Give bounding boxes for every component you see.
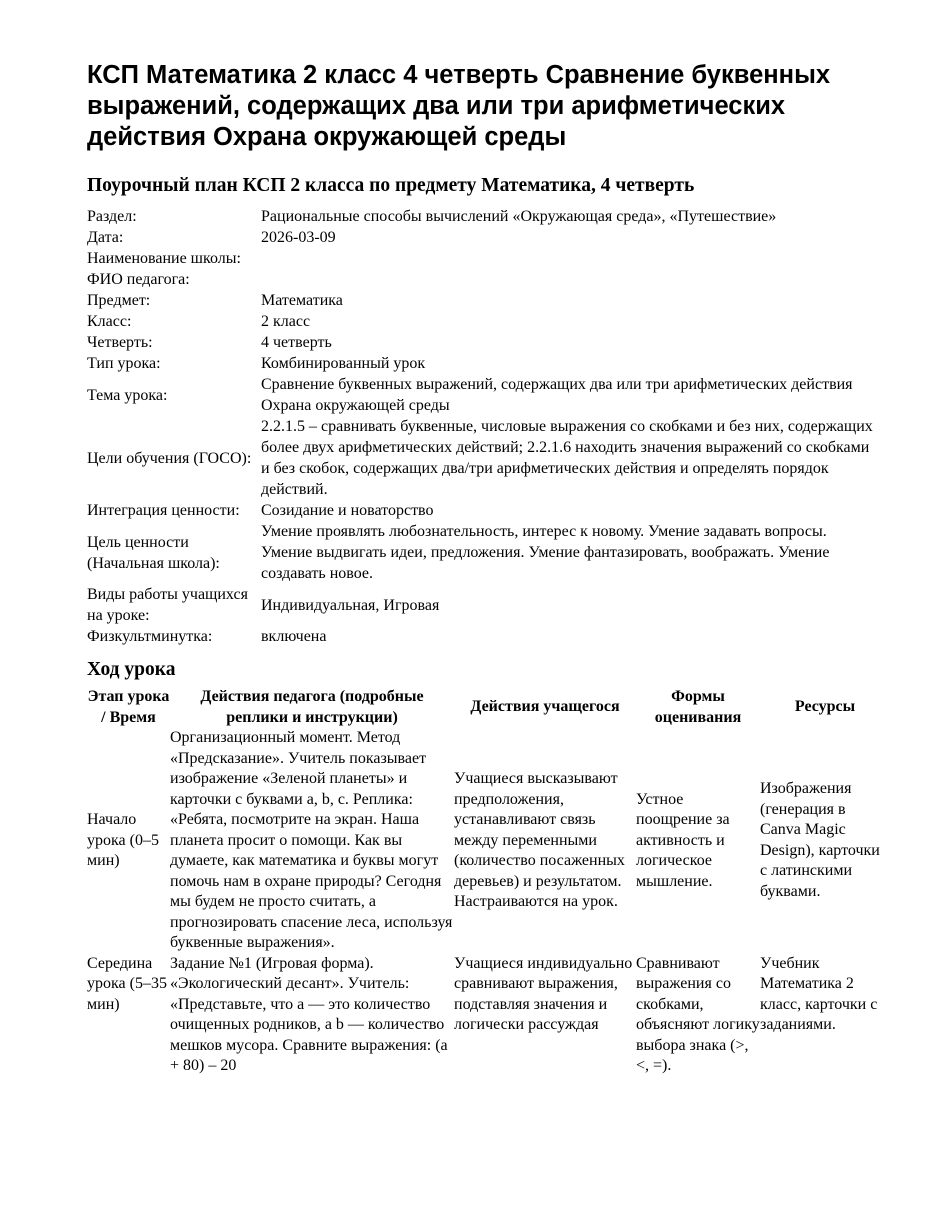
info-value: 2 класс bbox=[261, 313, 311, 330]
info-row bbox=[87, 227, 881, 248]
table-row bbox=[87, 728, 890, 954]
teacher-actions-cell: Задание №1 (Игровая форма). «Экологический десант». Учитель: «Представьте, что a — это количество очищенных родников, а b — количество мешков мусора. Сравните выражения: (a + 80) – 20 bbox=[170, 954, 448, 1074]
info-row bbox=[87, 416, 881, 500]
assessment-cell: Устное поощрение за активность и логическое мышление. bbox=[636, 790, 730, 890]
info-value: Рациональные способы вычислений «Окружающая среда», «Путешествие» bbox=[261, 208, 777, 225]
info-key: Тема урока: bbox=[87, 386, 168, 404]
lesson-flow-heading: Ход урока bbox=[87, 659, 176, 680]
info-value: 4 четверть bbox=[261, 334, 332, 351]
info-row bbox=[87, 374, 881, 416]
info-key: Физкультминутка: bbox=[87, 628, 213, 645]
plan-subtitle: Поурочный план КСП 2 класса по предмету Математика, 4 четверть bbox=[87, 175, 695, 196]
teacher-actions-cell: Организационный момент. Метод «Предсказание». Учитель показывает изображение «Зеленой планеты» и карточки с буквами a, b, c. Реплика: «Ребята, посмотрите на экран. Наша планета просит о помощи. Как вы думаете, как математика и буквы могут помочь нам в охране природы? Сегодня мы будем не просто считать, а прогнозировать спасение леса, используя буквенные выражения». bbox=[170, 729, 453, 951]
info-row bbox=[87, 584, 881, 626]
lesson-info-table bbox=[87, 206, 881, 647]
info-key: Дата: bbox=[87, 229, 124, 246]
column-header-student: Действия учащегося bbox=[470, 698, 620, 716]
info-value: Индивидуальная, Игровая bbox=[261, 596, 440, 614]
info-key: Четверть: bbox=[87, 334, 153, 351]
stage-cell: Начало урока (0–5 мин) bbox=[87, 811, 159, 869]
info-key: Цели обучения (ГОСО): bbox=[87, 449, 252, 467]
info-row bbox=[87, 206, 881, 227]
column-header-stage: Этап урока / Время bbox=[87, 688, 170, 726]
info-row bbox=[87, 626, 881, 647]
info-row bbox=[87, 311, 881, 332]
info-value: Сравнение буквенных выражений, содержащих два или три арифметических действия Охрана окружающей среды bbox=[261, 376, 853, 414]
info-value: Математика bbox=[261, 292, 343, 309]
info-value: Комбинированный урок bbox=[261, 355, 426, 372]
info-row bbox=[87, 332, 881, 353]
stage-cell: Середина урока (5–35 мин) bbox=[87, 954, 167, 1013]
info-key: Цель ценности (Начальная школа): bbox=[87, 533, 220, 572]
info-value: Умение проявлять любознательность, интерес к новому. Умение задавать вопросы. Умение выдвигать идеи, предложения. Умение фантазировать, воображать. Умение создавать новое. bbox=[261, 523, 830, 582]
column-header-teacher: Действия педагога (подробные реплики и инструкции) bbox=[200, 688, 424, 726]
info-row bbox=[87, 248, 881, 269]
column-header-assessment: Формы оценивания bbox=[654, 688, 742, 726]
info-key: Класс: bbox=[87, 313, 132, 330]
info-key: Наименование школы: bbox=[87, 250, 241, 267]
info-row bbox=[87, 500, 881, 521]
info-row bbox=[87, 521, 881, 584]
student-actions-cell: Учащиеся высказывают предположения, устанавливают связь между переменными (количество посаженных деревьев) и результатом. Настраиваются на урок. bbox=[454, 770, 625, 910]
info-key: Предмет: bbox=[87, 292, 151, 309]
column-header-resources: Ресурсы bbox=[794, 698, 856, 716]
info-value bbox=[261, 269, 881, 290]
page-title: КСП Математика 2 класс 4 четверть Сравнение буквенных выражений, содержащих два или три арифметических действия Охрана окружающей среды bbox=[87, 61, 831, 151]
info-value bbox=[261, 248, 881, 269]
info-key: Раздел: bbox=[87, 208, 137, 225]
info-row bbox=[87, 353, 881, 374]
info-value: Созидание и новаторство bbox=[261, 502, 434, 519]
student-actions-cell: Учащиеся индивидуально сравнивают выражения, подставляя значения и логически рассуждая bbox=[454, 954, 633, 1033]
info-key: Виды работы учащихся на уроке: bbox=[87, 586, 248, 624]
info-value: 2.2.1.5 – сравнивать буквенные, числовые выражения со скобками и без них, содержащих более двух арифметических действий; 2.2.1.6 находить значения выражений со скобками и без скобок, содержащих два/три арифметических действия и определять порядок действий. bbox=[261, 418, 873, 498]
assessment-cell: Сравнивают выражения со скобками, объясняют логику выбора знака (>, <, =). bbox=[636, 954, 760, 1074]
info-row bbox=[87, 290, 881, 311]
info-value: 2026-03-09 bbox=[261, 229, 336, 246]
info-key: ФИО педагога: bbox=[87, 271, 190, 288]
table-header-row bbox=[87, 687, 890, 728]
resources-cell: Учебник Математика 2 класс, карточки с заданиями. bbox=[760, 954, 878, 1033]
table-row bbox=[87, 954, 890, 1077]
info-value: включена bbox=[261, 628, 327, 645]
info-key: Тип урока: bbox=[87, 355, 161, 372]
lesson-flow-table bbox=[87, 687, 890, 1077]
resources-cell: Изображения (генерация в Canva Magic Design), карточки с латинскими буквами. bbox=[760, 780, 880, 900]
info-row bbox=[87, 269, 881, 290]
info-key: Интеграция ценности: bbox=[87, 502, 240, 519]
